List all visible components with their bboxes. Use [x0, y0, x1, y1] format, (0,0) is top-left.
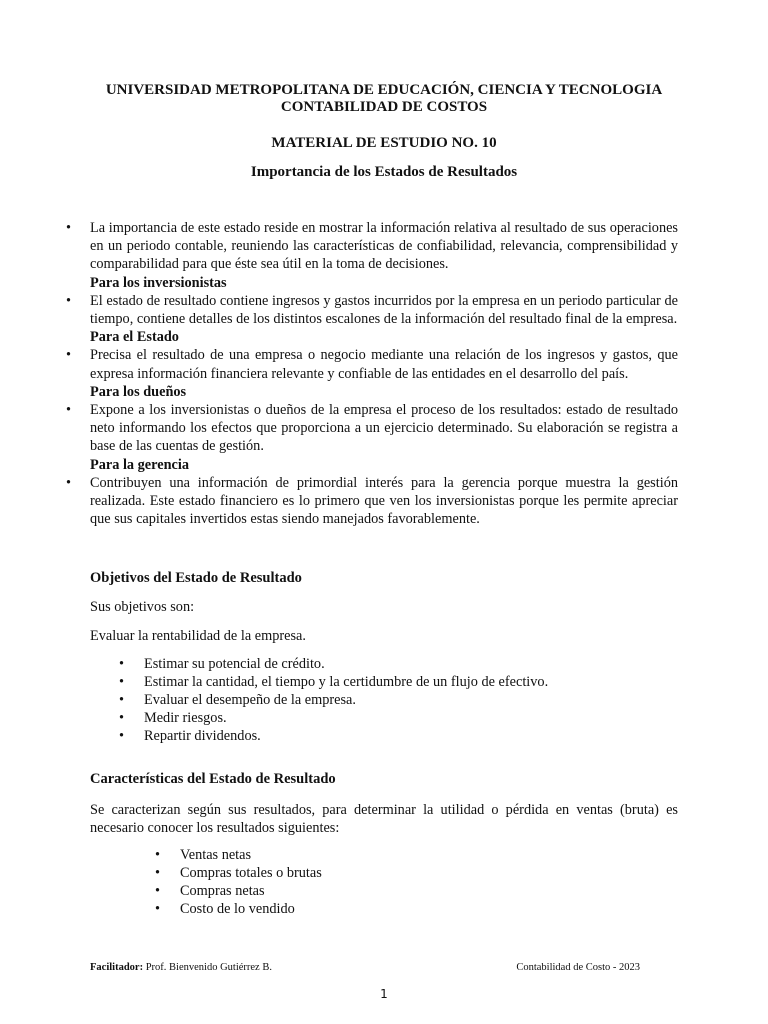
bullet-icon: •: [119, 674, 125, 690]
document-header: [0, 82, 768, 116]
footer-course-year: Contabilidad de Costo - 2023: [516, 962, 640, 973]
objectives-lead: Evaluar la rentabilidad de la empresa.: [90, 628, 306, 644]
university-name: UNIVERSIDAD METROPOLITANA DE EDUCACIÓN, CIENCIA Y TECNOLOGIA: [105, 82, 663, 98]
paragraph-text: Contribuyen una información de primordial interés para la gerencia porque muestra la gestión realizada. Este estado financiero es lo primero que ven los inversionistas porque les permite apreciar que sus capitales invertidos estas siendo manejados favorablemente.: [90, 474, 678, 528]
facilitator-label: Facilitador:: [90, 962, 144, 973]
list-item: [66, 219, 678, 274]
characteristics-heading: Características del Estado de Resultado: [90, 771, 336, 787]
importance-list: [66, 219, 678, 528]
bullet-icon: •: [66, 347, 72, 364]
objectives-heading: Objetivos del Estado de Resultado: [90, 570, 302, 586]
subheading-management: Para la gerencia: [90, 456, 189, 473]
paragraph-text: La importancia de este estado reside en mostrar la información relativa al resultado de sus operaciones en un periodo contable, reuniendo las características de confiabilidad, relevancia, comprensibilidad y comparabilidad para que éste sea útil en la toma de decisiones.: [90, 220, 678, 273]
page-number: 1: [380, 987, 388, 1001]
paragraph-text: Precisa el resultado de una empresa o negocio mediante una relación de los ingresos y gastos, que expresa información financiera relevante y confiable de las entidades en el desarrollo del país.: [90, 347, 678, 382]
subheading-investors: Para los inversionistas: [90, 274, 227, 291]
characteristics-list: [155, 846, 655, 918]
facilitator-name: Prof. Bienvenido Gutiérrez B.: [145, 962, 272, 973]
list-item: • Compras totales o brutas: [155, 865, 322, 881]
subheading-owners: Para los dueños: [90, 383, 187, 400]
bullet-icon: •: [155, 847, 161, 863]
footer-facilitator: [90, 962, 272, 973]
paragraph-text: Expone a los inversionistas o dueños de la empresa el proceso de los resultados: estado de resultado neto informando los efectos que proporciona a un ejercicio determinado. Su elaboración se registra a base de las cuentas de gestión.: [90, 402, 678, 455]
list-item: • Evaluar el desempeño de la empresa.: [119, 692, 356, 708]
list-item: • Repartir dividendos.: [119, 728, 261, 744]
material-title: MATERIAL DE ESTUDIO NO. 10: [271, 135, 497, 151]
objectives-intro: Sus objetivos son:: [90, 599, 195, 615]
bullet-icon: •: [66, 474, 72, 491]
bullet-icon: •: [66, 402, 72, 419]
list-item: [66, 292, 678, 328]
list-item: [66, 474, 678, 529]
list-item: • Estimar la cantidad, el tiempo y la certidumbre de un flujo de efectivo.: [119, 674, 549, 690]
subheading-state: Para el Estado: [90, 329, 179, 346]
list-item: • Ventas netas: [155, 847, 252, 863]
bullet-icon: •: [66, 292, 72, 309]
list-item: • Compras netas: [155, 883, 265, 899]
topic-title: Importancia de los Estados de Resultados: [250, 164, 518, 180]
objectives-list: [119, 655, 679, 745]
bullet-icon: •: [119, 692, 125, 708]
course-name: CONTABILIDAD DE COSTOS: [280, 99, 488, 115]
list-item: [66, 401, 678, 456]
bullet-icon: •: [155, 883, 161, 899]
bullet-icon: •: [119, 656, 125, 672]
bullet-icon: •: [119, 728, 125, 744]
bullet-icon: •: [155, 901, 161, 917]
list-item: [66, 346, 678, 382]
characteristics-intro: Se caracterizan según sus resultados, para determinar la utilidad o pérdida en ventas (bruta) es necesario conocer los resultados siguientes:: [90, 802, 678, 837]
list-item: • Medir riesgos.: [119, 710, 227, 726]
list-item: • Estimar su potencial de crédito.: [119, 656, 325, 672]
bullet-icon: •: [119, 710, 125, 726]
bullet-icon: •: [155, 865, 161, 881]
paragraph-text: El estado de resultado contiene ingresos y gastos incurridos por la empresa en un periodo particular de tiempo, contiene detalles de los distintos escalones de la información del resultado final de la empresa.: [90, 292, 678, 328]
bullet-icon: •: [66, 220, 72, 236]
list-item: • Costo de lo vendido: [155, 901, 295, 917]
